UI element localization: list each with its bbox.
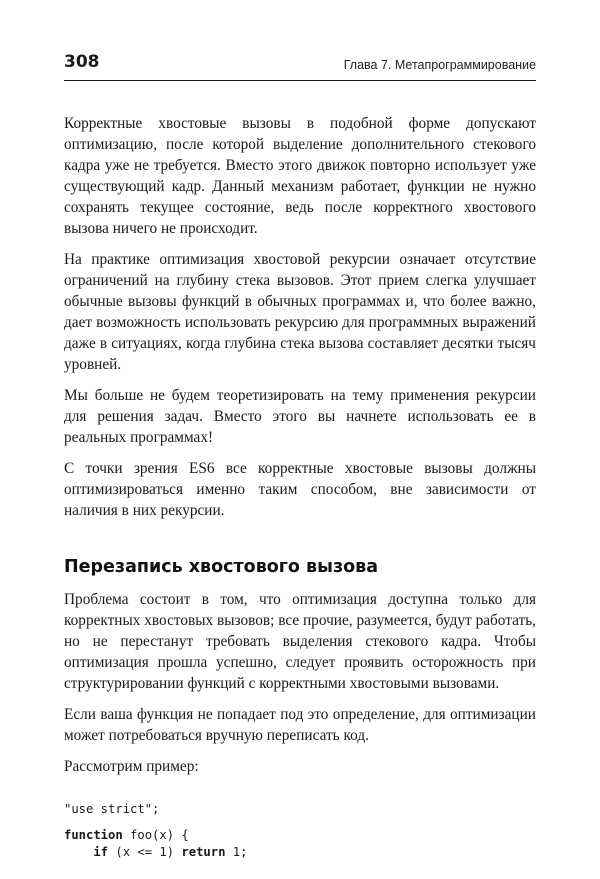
chapter-title: Глава 7. Метапрограммирование: [343, 58, 536, 72]
code-text: (x <= 1): [108, 845, 182, 859]
section-paragraph-2: Если ваша функция не попадает под это определение, для оптимизации может потребоваться вручную переписать код.: [64, 706, 536, 744]
page-content: [64, 113, 536, 861]
section-paragraph-3: Рассмотрим пример:: [64, 758, 199, 775]
running-header: [64, 54, 536, 81]
section-paragraph-1: Проблема состоит в том, что оптимизация доступна только для корректных хвостовых вызовов; все прочие, разумеется, будут работать, но не перестанут требовать выделения стекового кадра. Чтобы оптимизация прошла успешно, следует проявить осторожность при структурировании функций с корректными хвостовыми вызовами.: [64, 591, 536, 692]
code-indent: [64, 845, 93, 859]
code-text: foo(x) {: [122, 828, 189, 842]
code-line-3: [64, 844, 536, 861]
code-line-2: [64, 827, 536, 844]
code-keyword-return: return: [181, 845, 226, 859]
code-listing: [64, 801, 536, 861]
page-number: 308: [64, 52, 100, 72]
paragraph-3: Мы больше не будем теоретизировать на тему применения рекурсии для решения задач. Вместо этого вы начнете использовать ее в реальных программах!: [64, 387, 536, 446]
paragraph-2: На практике оптимизация хвостовой рекурсии означает отсутствие ограничений на глубину стека вызовов. Этот прием слегка улучшает обычные вызовы функций в обычных программах и, что более важно, дает возможность использовать рекурсию для программных выражений даже в ситуациях, когда глубина стека вызова составляет десятки тысяч уровней.: [64, 251, 536, 373]
code-text: 1;: [225, 845, 248, 859]
code-blank-line: [64, 818, 536, 827]
code-keyword-function: function: [64, 828, 123, 842]
section-heading: Перезапись хвостового вызова: [64, 557, 379, 577]
paragraph-1: Корректные хвостовые вызовы в подобной форме допускают оптимизацию, после которой выделение дополнительного стекового кадра уже не требуется. Вместо этого движок повторно использует уже существующий кадр. Данный механизм работает, функции не нужно сохранять текущее состояние, ведь после корректного хвостового вызова ничего не происходит.: [64, 115, 536, 237]
code-line-1: "use strict";: [64, 802, 160, 816]
paragraph-4: С точки зрения ES6 все корректные хвостовые вызовы должны оптимизироваться именно таким способом, вне зависимости от наличия в них рекурсии.: [64, 460, 536, 519]
code-keyword-if: if: [93, 845, 109, 859]
